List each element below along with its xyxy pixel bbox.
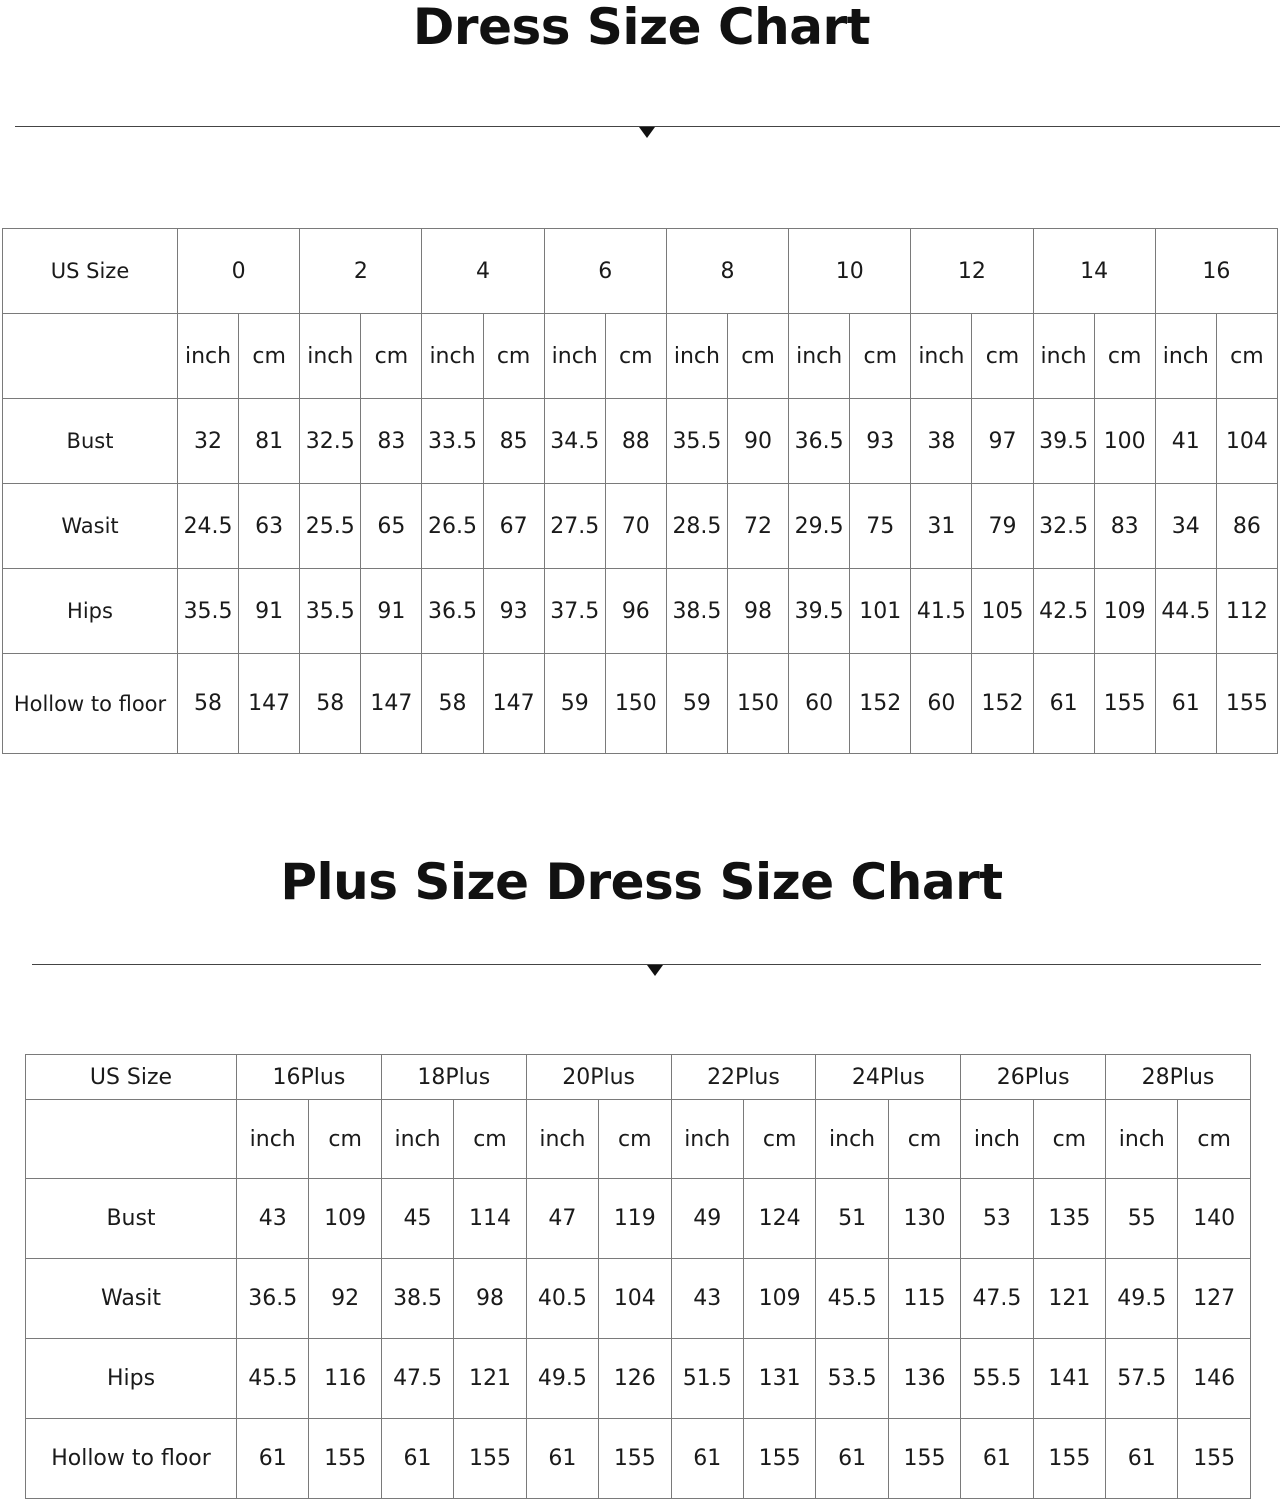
unit-inch-header: inch: [422, 314, 483, 399]
unit-row-blank: [26, 1100, 237, 1179]
unit-cm-header: cm: [599, 1100, 671, 1179]
inch-value-cell: 61: [1155, 654, 1216, 754]
cm-value-cell: 67: [483, 484, 544, 569]
measurement-row: [3, 484, 1278, 569]
unit-inch-header: inch: [911, 314, 972, 399]
unit-cm-header: cm: [361, 314, 422, 399]
inch-value-cell: 51: [816, 1179, 888, 1259]
inch-value-cell: 38: [911, 399, 972, 484]
cm-value-cell: 98: [727, 569, 788, 654]
cm-value-cell: 150: [727, 654, 788, 754]
cm-value-cell: 130: [888, 1179, 960, 1259]
inch-value-cell: 34.5: [544, 399, 605, 484]
unit-inch-header: inch: [300, 314, 361, 399]
cm-value-cell: 146: [1178, 1339, 1250, 1419]
measurement-row: [26, 1179, 1251, 1259]
inch-value-cell: 35.5: [666, 399, 727, 484]
inch-value-cell: 39.5: [1033, 399, 1094, 484]
inch-value-cell: 60: [911, 654, 972, 754]
size-header-row: [3, 229, 1278, 314]
cm-value-cell: 83: [1094, 484, 1155, 569]
unit-cm-header: cm: [1178, 1100, 1250, 1179]
unit-row: [3, 314, 1278, 399]
cm-value-cell: 155: [309, 1419, 381, 1499]
cm-value-cell: 136: [888, 1339, 960, 1419]
unit-cm-header: cm: [1094, 314, 1155, 399]
unit-inch-header: inch: [671, 1100, 743, 1179]
size-header: 12: [911, 229, 1033, 314]
inch-value-cell: 51.5: [671, 1339, 743, 1419]
cm-value-cell: 127: [1178, 1259, 1250, 1339]
inch-value-cell: 61: [381, 1419, 453, 1499]
inch-value-cell: 61: [1033, 654, 1094, 754]
inch-value-cell: 58: [422, 654, 483, 754]
cm-value-cell: 121: [1033, 1259, 1105, 1339]
cm-value-cell: 83: [361, 399, 422, 484]
inch-value-cell: 32.5: [1033, 484, 1094, 569]
cm-value-cell: 88: [605, 399, 666, 484]
inch-value-cell: 37.5: [544, 569, 605, 654]
measurement-label: Hollow to floor: [26, 1419, 237, 1499]
inch-value-cell: 58: [300, 654, 361, 754]
measurement-label: Wasit: [3, 484, 178, 569]
size-header: 0: [178, 229, 300, 314]
cm-value-cell: 155: [454, 1419, 526, 1499]
cm-value-cell: 155: [1178, 1419, 1250, 1499]
inch-value-cell: 25.5: [300, 484, 361, 569]
standard-size-table: [2, 228, 1278, 754]
inch-value-cell: 53.5: [816, 1339, 888, 1419]
inch-value-cell: 38.5: [381, 1259, 453, 1339]
cm-value-cell: 109: [309, 1179, 381, 1259]
inch-value-cell: 41: [1155, 399, 1216, 484]
inch-value-cell: 32.5: [300, 399, 361, 484]
inch-value-cell: 36.5: [237, 1259, 309, 1339]
triangle-down-icon: [647, 965, 663, 976]
inch-value-cell: 39.5: [789, 569, 850, 654]
unit-inch-header: inch: [178, 314, 239, 399]
cm-value-cell: 116: [309, 1339, 381, 1419]
unit-inch-header: inch: [1033, 314, 1094, 399]
inch-value-cell: 26.5: [422, 484, 483, 569]
inch-value-cell: 42.5: [1033, 569, 1094, 654]
cm-value-cell: 121: [454, 1339, 526, 1419]
cm-value-cell: 72: [727, 484, 788, 569]
cm-value-cell: 126: [599, 1339, 671, 1419]
unit-cm-header: cm: [743, 1100, 815, 1179]
cm-value-cell: 155: [599, 1419, 671, 1499]
cm-value-cell: 155: [1216, 654, 1277, 754]
size-header: 16: [1155, 229, 1277, 314]
plus-size-table: [25, 1054, 1251, 1499]
inch-value-cell: 60: [789, 654, 850, 754]
unit-cm-header: cm: [972, 314, 1033, 399]
cm-value-cell: 155: [743, 1419, 815, 1499]
unit-cm-header: cm: [888, 1100, 960, 1179]
inch-value-cell: 27.5: [544, 484, 605, 569]
size-header: 16Plus: [237, 1055, 382, 1100]
size-header: 14: [1033, 229, 1155, 314]
plus-section-title: Plus Size Dress Size Chart: [280, 853, 1003, 911]
cm-value-cell: 112: [1216, 569, 1277, 654]
inch-value-cell: 61: [671, 1419, 743, 1499]
inch-value-cell: 35.5: [178, 569, 239, 654]
inch-value-cell: 55: [1106, 1179, 1178, 1259]
cm-value-cell: 97: [972, 399, 1033, 484]
cm-value-cell: 81: [239, 399, 300, 484]
cm-value-cell: 152: [850, 654, 911, 754]
unit-inch-header: inch: [237, 1100, 309, 1179]
measurement-label: Wasit: [26, 1259, 237, 1339]
size-header: 20Plus: [526, 1055, 671, 1100]
inch-value-cell: 49: [671, 1179, 743, 1259]
cm-value-cell: 86: [1216, 484, 1277, 569]
cm-value-cell: 109: [1094, 569, 1155, 654]
inch-value-cell: 61: [237, 1419, 309, 1499]
measurement-row: [26, 1259, 1251, 1339]
cm-value-cell: 98: [454, 1259, 526, 1339]
cm-value-cell: 150: [605, 654, 666, 754]
inch-value-cell: 49.5: [526, 1339, 598, 1419]
inch-value-cell: 32: [178, 399, 239, 484]
measurement-row: [26, 1339, 1251, 1419]
cm-value-cell: 141: [1033, 1339, 1105, 1419]
cm-value-cell: 101: [850, 569, 911, 654]
unit-cm-header: cm: [454, 1100, 526, 1179]
unit-inch-header: inch: [544, 314, 605, 399]
unit-inch-header: inch: [1106, 1100, 1178, 1179]
inch-value-cell: 40.5: [526, 1259, 598, 1339]
inch-value-cell: 29.5: [789, 484, 850, 569]
cm-value-cell: 63: [239, 484, 300, 569]
unit-inch-header: inch: [816, 1100, 888, 1179]
inch-value-cell: 36.5: [422, 569, 483, 654]
cm-value-cell: 75: [850, 484, 911, 569]
size-header: 18Plus: [381, 1055, 526, 1100]
measurement-label: Bust: [3, 399, 178, 484]
measurement-row: [3, 654, 1278, 754]
cm-value-cell: 104: [1216, 399, 1277, 484]
inch-value-cell: 44.5: [1155, 569, 1216, 654]
unit-inch-header: inch: [789, 314, 850, 399]
cm-value-cell: 155: [1033, 1419, 1105, 1499]
measurement-row: [3, 399, 1278, 484]
cm-value-cell: 114: [454, 1179, 526, 1259]
size-header: 2: [300, 229, 422, 314]
unit-cm-header: cm: [605, 314, 666, 399]
inch-value-cell: 45: [381, 1179, 453, 1259]
inch-value-cell: 47.5: [961, 1259, 1033, 1339]
size-header: 28Plus: [1106, 1055, 1251, 1100]
inch-value-cell: 61: [816, 1419, 888, 1499]
cm-value-cell: 119: [599, 1179, 671, 1259]
cm-value-cell: 90: [727, 399, 788, 484]
measurement-row: [26, 1419, 1251, 1499]
cm-value-cell: 100: [1094, 399, 1155, 484]
measurement-label: Hollow to floor: [3, 654, 178, 754]
unit-cm-header: cm: [727, 314, 788, 399]
inch-value-cell: 55.5: [961, 1339, 1033, 1419]
size-header: 24Plus: [816, 1055, 961, 1100]
unit-inch-header: inch: [666, 314, 727, 399]
cm-value-cell: 93: [850, 399, 911, 484]
inch-value-cell: 58: [178, 654, 239, 754]
size-header: 8: [666, 229, 788, 314]
inch-value-cell: 47.5: [381, 1339, 453, 1419]
cm-value-cell: 96: [605, 569, 666, 654]
size-header: 26Plus: [961, 1055, 1106, 1100]
inch-value-cell: 34: [1155, 484, 1216, 569]
inch-value-cell: 59: [666, 654, 727, 754]
inch-value-cell: 49.5: [1106, 1259, 1178, 1339]
cm-value-cell: 124: [743, 1179, 815, 1259]
inch-value-cell: 43: [237, 1179, 309, 1259]
page-title: Dress Size Chart: [412, 0, 871, 56]
size-header: 6: [544, 229, 666, 314]
unit-inch-header: inch: [526, 1100, 598, 1179]
cm-value-cell: 70: [605, 484, 666, 569]
cm-value-cell: 152: [972, 654, 1033, 754]
inch-value-cell: 38.5: [666, 569, 727, 654]
inch-value-cell: 61: [961, 1419, 1033, 1499]
inch-value-cell: 57.5: [1106, 1339, 1178, 1419]
inch-value-cell: 33.5: [422, 399, 483, 484]
cm-value-cell: 79: [972, 484, 1033, 569]
unit-cm-header: cm: [1033, 1100, 1105, 1179]
inch-value-cell: 45.5: [237, 1339, 309, 1419]
size-header-row: [26, 1055, 1251, 1100]
inch-value-cell: 28.5: [666, 484, 727, 569]
inch-value-cell: 35.5: [300, 569, 361, 654]
cm-value-cell: 93: [483, 569, 544, 654]
cm-value-cell: 147: [361, 654, 422, 754]
cm-value-cell: 91: [239, 569, 300, 654]
unit-row: [26, 1100, 1251, 1179]
inch-value-cell: 61: [1106, 1419, 1178, 1499]
cm-value-cell: 147: [239, 654, 300, 754]
size-header: 22Plus: [671, 1055, 816, 1100]
cm-value-cell: 135: [1033, 1179, 1105, 1259]
measurement-row: [3, 569, 1278, 654]
measurement-label: Bust: [26, 1179, 237, 1259]
unit-cm-header: cm: [483, 314, 544, 399]
cm-value-cell: 104: [599, 1259, 671, 1339]
cm-value-cell: 140: [1178, 1179, 1250, 1259]
inch-value-cell: 41.5: [911, 569, 972, 654]
us-size-header: US Size: [3, 229, 178, 314]
measurement-label: Hips: [26, 1339, 237, 1419]
inch-value-cell: 24.5: [178, 484, 239, 569]
cm-value-cell: 85: [483, 399, 544, 484]
cm-value-cell: 155: [1094, 654, 1155, 754]
unit-cm-header: cm: [309, 1100, 381, 1179]
unit-inch-header: inch: [1155, 314, 1216, 399]
inch-value-cell: 53: [961, 1179, 1033, 1259]
inch-value-cell: 36.5: [789, 399, 850, 484]
unit-inch-header: inch: [961, 1100, 1033, 1179]
inch-value-cell: 31: [911, 484, 972, 569]
inch-value-cell: 47: [526, 1179, 598, 1259]
inch-value-cell: 59: [544, 654, 605, 754]
size-header: 10: [789, 229, 911, 314]
us-size-header: US Size: [26, 1055, 237, 1100]
cm-value-cell: 155: [888, 1419, 960, 1499]
cm-value-cell: 109: [743, 1259, 815, 1339]
cm-value-cell: 115: [888, 1259, 960, 1339]
cm-value-cell: 91: [361, 569, 422, 654]
inch-value-cell: 61: [526, 1419, 598, 1499]
measurement-label: Hips: [3, 569, 178, 654]
unit-cm-header: cm: [1216, 314, 1277, 399]
size-header: 4: [422, 229, 544, 314]
unit-row-blank: [3, 314, 178, 399]
cm-value-cell: 65: [361, 484, 422, 569]
inch-value-cell: 43: [671, 1259, 743, 1339]
cm-value-cell: 105: [972, 569, 1033, 654]
unit-inch-header: inch: [381, 1100, 453, 1179]
cm-value-cell: 147: [483, 654, 544, 754]
inch-value-cell: 45.5: [816, 1259, 888, 1339]
unit-cm-header: cm: [850, 314, 911, 399]
cm-value-cell: 131: [743, 1339, 815, 1419]
unit-cm-header: cm: [239, 314, 300, 399]
triangle-down-icon: [639, 127, 655, 138]
cm-value-cell: 92: [309, 1259, 381, 1339]
